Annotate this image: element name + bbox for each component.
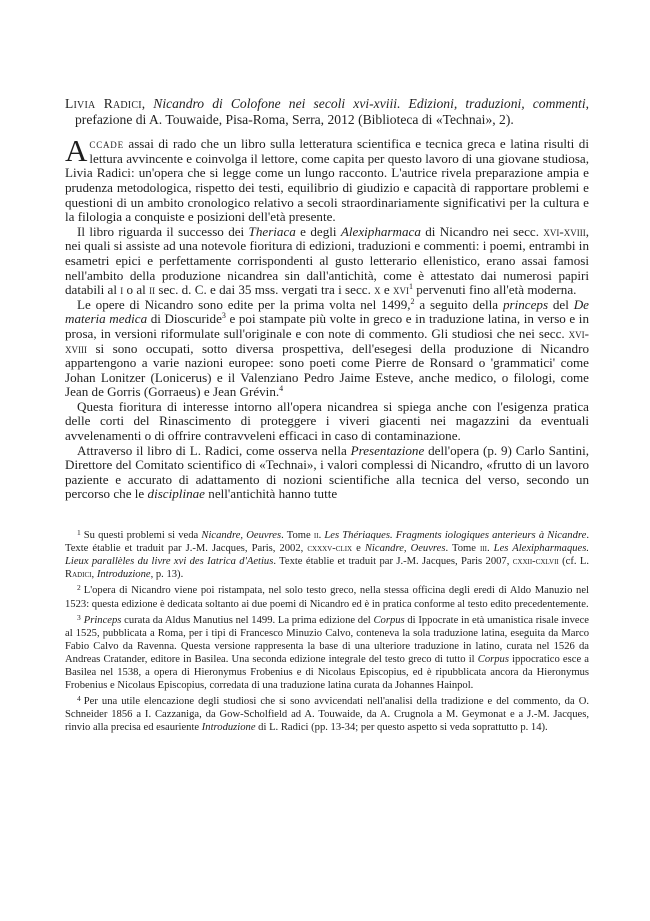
small-caps-run: cxxxv-clix xyxy=(307,543,353,555)
text-run: del xyxy=(548,296,574,312)
small-caps-run: Radici xyxy=(65,569,92,581)
text-run: a seguito della xyxy=(414,296,503,312)
footnote-number: 4 xyxy=(77,694,81,704)
text-run: . Texte établie et traduit par J.-M. Jacques, Paris 2007, xyxy=(273,556,513,568)
footnote-3 xyxy=(65,611,589,693)
text-run: Attraverso il libro di L. Radici, come osserva nella xyxy=(77,442,351,458)
text-run: dell'opera (p. 9) Carlo Santini, Direttore del Comitato scientifico di «Technai», i valori complessi di Nicandro, «frutto di un lavoro paziente e accurato di adattamento di nozioni scientifiche alla tecnica del verso, secondo un percorso che le xyxy=(65,442,589,502)
review-page xyxy=(65,96,589,734)
text-run: . Tome xyxy=(445,543,480,555)
italic-term: Princeps xyxy=(83,614,122,626)
text-run: (cf. L. xyxy=(558,556,589,568)
paragraph-1 xyxy=(65,133,589,225)
text-run: pervenuti fino all'età moderna. xyxy=(412,282,577,298)
century-numeral: xvi-xviii xyxy=(65,325,589,356)
publication-details: , prefazione di A. Touwaide, Pisa-Roma, Serra, 2012 (Biblioteca di «Technai», 2). xyxy=(75,96,590,127)
text-run: di Nicandro nei secc. xyxy=(420,223,544,239)
text-run: Le opere di Nicandro sono edite per la prima volta nel 1499, xyxy=(77,296,411,312)
opening-small-caps: ccade xyxy=(89,136,124,152)
footnote-ref-3[interactable]: 3 xyxy=(221,311,226,321)
text-run: e poi stampate più volte in greco e in traduzione latina, in verso e in prosa, in versioni riformulate sull'originale e con note di commento. Gli studiosi che nei secc. xyxy=(65,311,589,341)
footnote-1 xyxy=(65,526,589,581)
paragraph-5 xyxy=(65,444,589,502)
italic-term: Presentazione xyxy=(350,442,425,458)
paragraph-1-text: assai di rado che un libro sulla letteratura scientifica e tecnica greca e latina risulti di lettura avvincente e coinvolga il lettore, come capita per questo lavoro di una giovane studiosa, Livia Radici: un'opera che si legge come un lungo racconto. L'autrice rivela preparazione ampia e prudenza metodologica, rispetto dei testi, equilibrio di giudizio e capacità di rapportare problemi e questioni di un ambito cronologico relativo a secoli straordinariamente significativi per la cultura e la filologia a conquiste e posizioni dell'età presente. xyxy=(65,136,589,225)
italic-term: Introduzione xyxy=(201,722,256,734)
text-run: e xyxy=(352,543,365,555)
footnotes xyxy=(65,526,589,734)
text-run: . xyxy=(318,530,325,542)
text-run: curata da Aldus Manutius nel 1499. La prima edizione del xyxy=(121,614,374,626)
text-run: o al xyxy=(123,282,150,298)
italic-term: Nicandre, Oeuvres xyxy=(201,530,282,542)
footnote-2 xyxy=(65,581,589,610)
text-run: . xyxy=(486,543,494,555)
text-run: Su questi problemi si veda xyxy=(83,530,202,542)
text-run: sec. d. C. e dai 35 mss. vergati tra i secc. xyxy=(155,282,375,298)
text-run: e xyxy=(380,282,393,298)
text-run: nell'antichità hanno tutte xyxy=(205,486,338,502)
century-numeral: i xyxy=(120,282,124,298)
paragraph-4: Questa fioritura di interesse intorno all'opera nicandrea si spiega anche con l'esigenza pratica delle corti del Rinascimento di proteggere i viveri giacenti nei magazzini da eventuali avvelenamenti o di offrire contravveleni efficaci in caso di contaminazione. xyxy=(65,398,589,444)
footnote-ref-4[interactable]: 4 xyxy=(279,384,284,394)
italic-term: Corpus xyxy=(477,653,509,665)
text-run: . Texte établie et traduit par J.-M. Jacques, Paris, 2002, xyxy=(65,530,589,555)
italic-term: Les Alexipharmaques. Lieux parallèles du livre xvi des Iatrica d'Aetius xyxy=(65,543,590,568)
century-numeral: x xyxy=(374,282,381,298)
review-header xyxy=(65,96,589,127)
italic-term: Nicandre, Oeuvres xyxy=(364,543,446,555)
small-caps-run: iii xyxy=(479,543,487,555)
text-run: di L. Radici (pp. 13-34; per questo aspetto si veda soprattutto p. 14). xyxy=(255,722,548,734)
work-title-theriaca: Theriaca xyxy=(248,223,296,239)
italic-term: Les Thériaques. Fragments iologiques anterieurs à Nicandre xyxy=(324,530,587,542)
work-title-de-materia-medica: De materia medica xyxy=(65,296,589,327)
text-run: di Ippocrate in età umanistica risale invece al 1525, pubblicata a Roma, per i tipi di Francesco Minuzio Calvo, conteneva la sola traduzione latina, eseguita da Marco Fabio Calvo da Ravenna. Questa versione rappresenta la base di una ulteriore traduzione in latino, curata nel 1526 da Andreas Cratander, editore in Basilea. Una seconda edizione integrale del testo greco di tutto il xyxy=(65,614,589,665)
text-run: L'opera di Nicandro viene poi ristampata, nel solo testo greco, nella stessa officina degli eredi di Aldo Manuzio nel 1523: questa edizione è dedicata soltanto ai due poemi di Nicandro ed è in pratica conforme al testo edito precedentemente. xyxy=(65,585,589,610)
century-numeral: xvi-xviii xyxy=(543,223,586,239)
italic-term: disciplinae xyxy=(147,486,205,502)
paragraph-3 xyxy=(65,298,589,400)
text-run: ippocratico esce a Basilea nel 1538, a opera di Hieronymus Frobenius e di Nicolaus Episcopius, ed è ripubblicata ancora da Hieronymus Frobenius e Nicolaus Episcopius, corredata di una traduzione latina curata da Johannes Hainpol. xyxy=(65,653,590,692)
footnote-4 xyxy=(65,692,589,734)
text-run: di Dioscuride xyxy=(147,311,222,327)
italic-term: Introduzione xyxy=(96,569,151,581)
review-author: Livia Radici xyxy=(65,96,142,111)
century-numeral: xvi xyxy=(392,282,409,298)
text-run: , nei quali si assiste ad una notevole fioritura di edizioni, traduzioni e commenti: i poemi, entrambi in esametri epici e perfettamente corrispondenti al gusto letterario ellenistico, erano assai famosi nell'ambito della produzione nicandrea sin dall'antichità, come è attestato dai numerosi papiri databili al xyxy=(65,223,589,298)
footnote-number: 1 xyxy=(77,528,81,538)
text-run: si sono occupati, sotto diversa prospettiva, dell'esegesi della produzione di Nicandro appartengono a varie nazioni europee: sono poeti come Pierre de Ronsard o 'grammatici' come Johan Lonitzer (Lonicerus) e il Valenziano Pedro Jaime Esteve, anche medico, o filologi, come Jean de Gorris (Gorraeus) e Jean Grévin. xyxy=(65,340,589,400)
small-caps-run: cxxii-cxlvii xyxy=(512,556,559,568)
text-run: , p. 13). xyxy=(150,569,184,581)
text-run: , xyxy=(91,569,97,581)
italic-term: Corpus xyxy=(373,614,405,626)
text-run: Per una utile elencazione degli studiosi che si sono avvicendati nell'analisi della tradizione e del commento, da O. Schneider 1856 a I. Cazzaniga, da Gow-Scholfield ad A. Touwaide, da A. Crugnola a M. Geymonat e a J.-M. Jacques, rinvio alla precisa ed esauriente xyxy=(65,696,589,734)
text-run: e degli xyxy=(295,223,341,239)
footnote-ref-2[interactable]: 2 xyxy=(410,296,415,306)
drop-cap: A xyxy=(65,133,88,169)
paragraph-2 xyxy=(65,225,589,298)
text-run: Il libro riguarda il successo dei xyxy=(77,223,249,239)
century-numeral: ii xyxy=(149,282,156,298)
footnote-ref-1[interactable]: 1 xyxy=(408,282,413,292)
small-caps-run: ii xyxy=(313,530,319,542)
italic-term: princeps xyxy=(502,296,549,312)
text-run: . Tome xyxy=(281,530,314,542)
footnote-number: 2 xyxy=(77,583,81,593)
review-header-sep: , xyxy=(141,96,154,111)
footnote-number: 3 xyxy=(77,612,81,622)
book-title: Nicandro di Colofone nei secoli xvi-xviii. Edizioni, traduzioni, commenti xyxy=(153,96,586,111)
review-body xyxy=(65,133,589,502)
work-title-alexipharmaca: Alexipharmaca xyxy=(340,223,421,239)
